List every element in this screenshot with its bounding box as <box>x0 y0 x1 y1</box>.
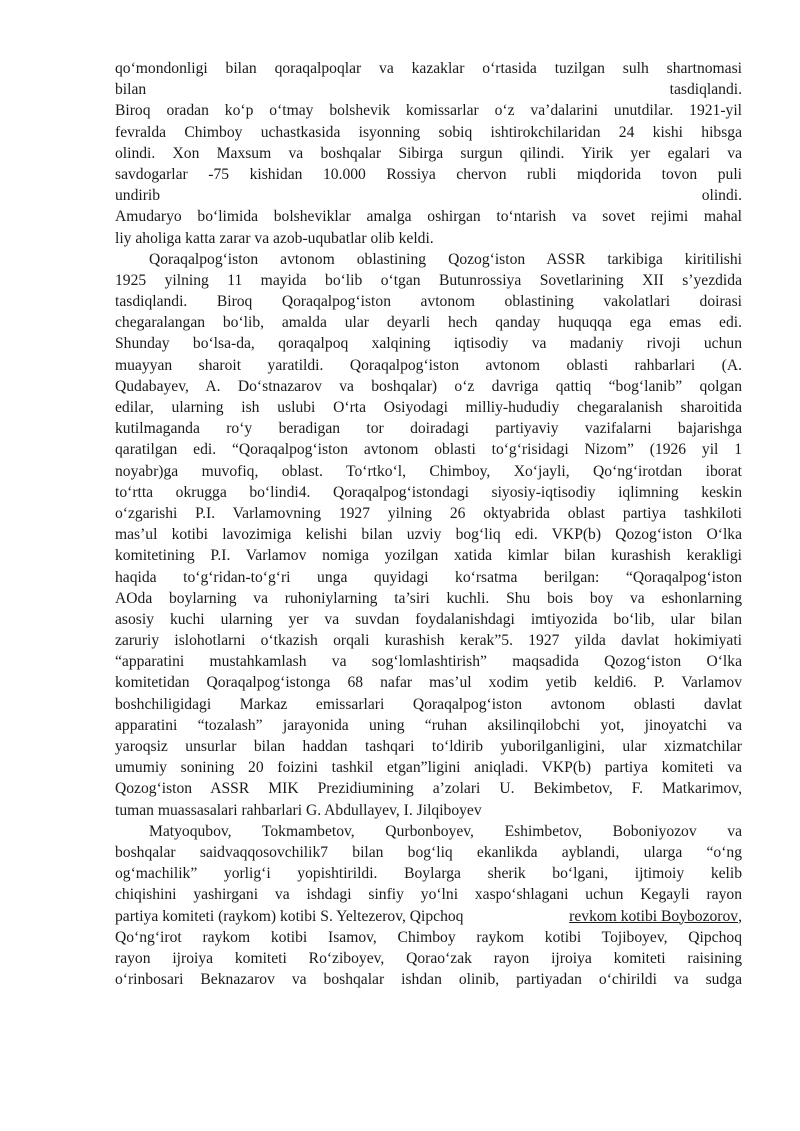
paragraph-amudaryo <box>115 58 742 249</box>
text-line: qaratilgan edi. “Qoraqalpog‘iston avtonom oblasti to‘g‘risidagi Nizom” (1926 yil 1 <box>115 441 742 459</box>
text-segment: partiya komiteti (raykom) kotibi S. Yeltezerov, Qipchoq <box>115 907 468 925</box>
text-line: tasdiqlandi. Biroq Qoraqalpog‘iston avtonom oblastining vakolatlari doirasi <box>115 293 742 311</box>
text-line: og‘machilik” yorlig‘i yopishtirildi. Boylarga sherik bo‘lgani, ijtimoiy kelib <box>115 865 742 883</box>
text-line: kutilmaganda ro‘y beradigan tor doiradagi partiyaviy vazifalarni bajarishga <box>115 420 742 438</box>
text-line: edilar, ularning ish uslubi O‘rta Osiyodagi milliy-hududiy chegaralanish sharoitida <box>115 399 742 416</box>
text-line: boshqalar saidvaqqosovchilik7 bilan bog‘liq ekanlikda ayblandi, ularga “o‘ng <box>115 843 742 861</box>
text-line: noyabr)ga muvofiq, oblast. To‘rtko‘l, Chimboy, Xo‘jayli, Qo‘ng‘irotdan iborat <box>115 462 742 480</box>
text-line <box>115 185 742 206</box>
text-line: Biroq oradan ko‘p o‘tmay bolshevik komissarlar o‘z va’dalarini unutdilar. 1921-yil <box>115 102 742 120</box>
text-line: zaruriy islohotlarni o‘tkazish orqali kurashish kerak”5. 1927 yilda davlat hokimiyati <box>115 632 742 650</box>
text-line <box>115 906 742 927</box>
text-line: apparatini “tozalash” jarayonida uning “ruhan aksilinqilobchi yot, jinoyatchi va <box>115 716 742 734</box>
text-line: Shunday bo‘lsa-da, qoraqalpoq xalqining iqtisodiy va madaniy rivoji uchun <box>115 335 742 353</box>
text-line: 1925 yilning 11 mayida bo‘lib o‘tgan Butunrossiya Sovetlarining XII s’yezdida <box>115 271 742 289</box>
text-line: muayyan sharoit yaratildi. Qoraqalpog‘iston avtonom oblasti rahbarlari (A. <box>115 356 742 374</box>
text-line: Amudaryo bo‘limida bolsheviklar amalga oshirgan to‘ntarish va sovet rejimi mahal <box>115 208 742 226</box>
text-line: chegaralangan bo‘lib, amalda ular deyarli hech qanday huquqqa ega emas edi. <box>115 314 742 332</box>
text-line: fevralda Chimboy uchastkasida isyonning sobiq ishtirokchilaridan 24 kishi hibsga <box>115 123 742 141</box>
text-segment: , <box>738 907 742 925</box>
text-line: komitetidan Qoraqalpog‘istonga 68 nafar mas’ul xodim yetib keldi6. P. Varlamov <box>115 674 742 692</box>
text-line: savdogarlar -75 kishidan 10.000 Rossiya chervon rubli miqdorida tovon puli <box>115 165 742 183</box>
text-line: Qozog‘iston ASSR MIK Prezidiumining a’zolari U. Bekimbetov, F. Matkarimov, <box>115 780 742 798</box>
text-line: to‘rtta okrugga bo‘lindi4. Qoraqalpog‘istondagi siyosiy-iqtisodiy iqlimning keskin <box>115 483 742 501</box>
document-page <box>115 58 742 990</box>
text-word: tasdiqlandi. <box>669 81 742 99</box>
text-line: Qoraqalpog‘iston avtonom oblastining Qozog‘iston ASSR tarkibiga kiritilishi <box>149 250 742 268</box>
text-line: haqida to‘g‘ridan-to‘g‘ri unga quyidagi ko‘rsatma berilgan: “Qoraqalpog‘iston <box>115 568 742 586</box>
text-line: olindi. Xon Maxsum va boshqalar Sibirga surgun qilindi. Yirik yer egalari va <box>115 144 742 162</box>
text-line: o‘zgarishi P.I. Varlamovning 1927 yilning 26 oktyabrida oblast partiya tashkiloti <box>115 504 742 522</box>
text-line: chiqishini yashirgani va ishdagi sinfiy yo‘lni xaspo‘shlagani uchun Kegayli rayon <box>115 886 742 904</box>
text-line: qo‘mondonligi bilan qoraqalpoqlar va kazaklar o‘rtasida tuzilgan sulh shartnomasi <box>115 60 742 77</box>
text-word: undirib <box>115 187 161 205</box>
paragraph-accusations <box>115 821 742 991</box>
text-line: liy aholiga katta zarar va azob-uqubatlar olib keldi. <box>115 229 434 247</box>
text-line <box>115 79 742 100</box>
paragraph-autonomous-oblast <box>115 249 742 821</box>
text-line: AOda boylarning va ruhoniylarning ta’siri kuchli. Shu bois boy va eshonlarning <box>115 589 742 607</box>
text-line: Matyoqubov, Tokmambetov, Qurbonboyev, Eshimbetov, Boboniyozov va <box>149 822 742 840</box>
text-line: komitetining P.I. Varlamov nomiga yozilgan xatida kimlar bilan kurashish kerakligi <box>115 547 742 565</box>
text-line: yaroqsiz unsurlar bilan haddan tashqari to‘ldirib yuborilganligini, ular xizmatchilar <box>115 738 742 755</box>
text-line: mas’ul kotibi lavozimiga kelishi bilan uzviy bog‘liq edi. VKP(b) Qozog‘iston O‘lka <box>115 526 742 544</box>
text-line: umumiy sonining 20 foizini tashkil etgan”ligini aniqladi. VKP(b) partiya komiteti va <box>115 759 742 777</box>
text-line: rayon ijroiya komiteti Ro‘ziboyev, Qorao‘zak rayon ijroiya komiteti raisining <box>115 949 742 967</box>
text-line: Qo‘ng‘irot raykom kotibi Isamov, Chimboy raykom kotibi Tojiboyev, Qipchoq <box>115 928 742 946</box>
text-word: bilan <box>115 81 147 99</box>
text-line: boshchiligidagi Markaz emissarlari Qoraqalpog‘iston avtonom oblasti davlat <box>115 695 742 713</box>
text-line: o‘rinbosari Beknazarov va boshqalar ishdan olinib, partiyadan o‘chirildi va sudga <box>115 971 742 989</box>
text-line: “apparatini mustahkamlash va sog‘lomlashtirish” maqsadida Qozog‘iston O‘lka <box>115 653 742 671</box>
text-word: olindi. <box>701 187 742 205</box>
underlined-text: revkom kotibi Boybozorov <box>569 907 739 925</box>
text-line: tuman muassasalari rahbarlari G. Abdullayev, I. Jilqiboyev <box>115 801 482 819</box>
text-line: Qudabayev, A. Do‘stnazarov va boshqalar) o‘z davriga qattiq “bog‘lanib” qolgan <box>115 377 742 395</box>
text-line: asosiy kuchi ularning yer va suvdan foydalanishdagi imtiyozida bo‘lib, ular bilan <box>115 610 742 628</box>
